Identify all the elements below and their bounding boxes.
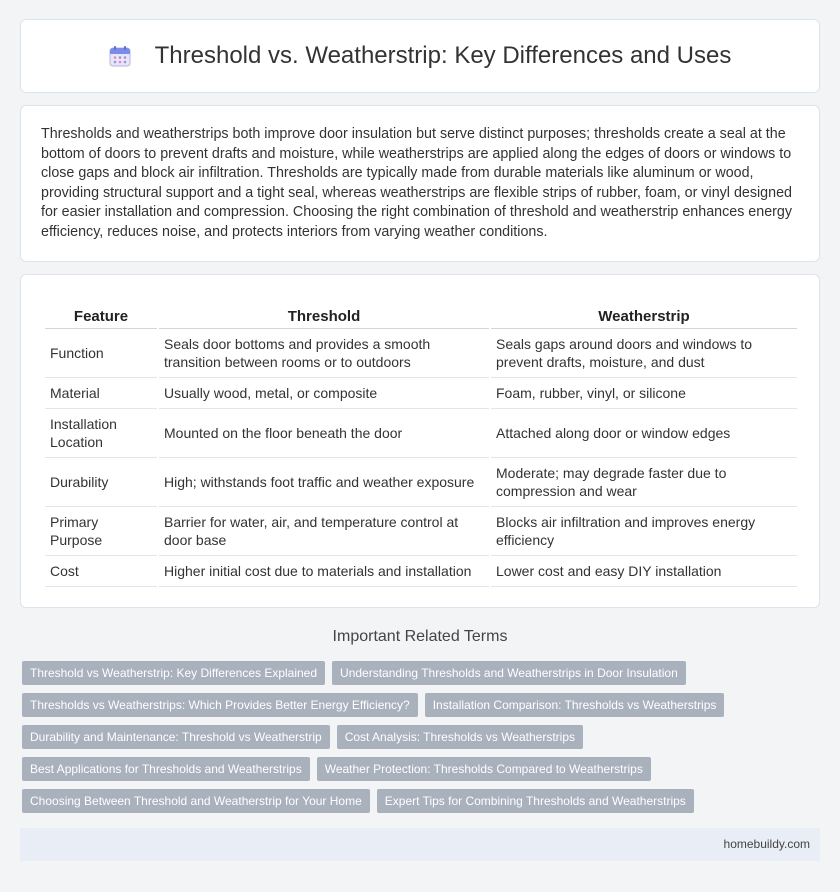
table-cell-feature: Material [45,378,157,409]
related-terms-list [22,661,822,821]
table-cell-weatherstrip: Lower cost and easy DIY installation [491,556,797,587]
related-term-link[interactable]: Thresholds vs Weatherstrips: Which Provides Better Energy Efficiency? [22,693,418,717]
header-weatherstrip: Weatherstrip [491,303,797,329]
table-cell-weatherstrip: Blocks air infiltration and improves energy efficiency [491,507,797,556]
comparison-table-card [20,274,820,608]
related-term-link[interactable]: Choosing Between Threshold and Weatherstrip for Your Home [22,789,370,813]
table-row [45,458,797,507]
table-row [45,378,797,409]
tag-row [22,725,822,749]
table-cell-feature: Primary Purpose [45,507,157,556]
related-term-link[interactable]: Best Applications for Thresholds and Weatherstrips [22,757,310,781]
tag-row [22,789,822,813]
table-cell-weatherstrip: Moderate; may degrade faster due to compression and wear [491,458,797,507]
related-terms-title: Important Related Terms [332,628,508,645]
table-header-row [45,303,797,329]
related-term-link[interactable]: Cost Analysis: Thresholds vs Weatherstrips [337,725,583,749]
header-feature: Feature [45,303,157,329]
table-cell-weatherstrip: Seals gaps around doors and windows to prevent drafts, moisture, and dust [491,329,797,378]
intro-paragraph: Thresholds and weatherstrips both improve door insulation but serve distinct purposes; thresholds create a seal at the bottom of doors to prevent drafts and moisture, while weatherstrips are applied along the edges of doors or windows to close gaps and block air infiltration. Thresholds are typically made from durable materials like aluminum or wood, providing structural support and a tight seal, whereas weatherstrips are flexible strips of rubber, foam, or vinyl designed for easier installation and compression. Choosing the right combination of threshold and weatherstrip enhances energy efficiency, reduces noise, and protects interiors from varying weather conditions. [41,126,793,240]
calendar-icon [109,45,131,67]
related-term-link[interactable]: Expert Tips for Combining Thresholds and Weatherstrips [377,789,694,813]
tag-row [22,757,822,781]
table-cell-threshold: Usually wood, metal, or composite [159,378,489,409]
table-cell-threshold: Mounted on the floor beneath the door [159,409,489,458]
table-row [45,507,797,556]
tag-row [22,661,822,685]
table-row [45,556,797,587]
table-cell-weatherstrip: Foam, rubber, vinyl, or silicone [491,378,797,409]
table-cell-feature: Function [45,329,157,378]
page-title: Threshold vs. Weatherstrip: Key Differences and Uses [154,42,732,69]
related-term-link[interactable]: Understanding Thresholds and Weatherstrips in Door Insulation [332,661,686,685]
table-row [45,329,797,378]
related-term-link[interactable]: Durability and Maintenance: Threshold vs Weatherstrip [22,725,330,749]
table-cell-feature: Durability [45,458,157,507]
table-cell-threshold: Seals door bottoms and provides a smooth transition between rooms or to outdoors [159,329,489,378]
footer [20,828,820,861]
header-threshold: Threshold [159,303,489,329]
title-card [20,19,820,93]
table-cell-threshold: High; withstands foot traffic and weather exposure [159,458,489,507]
related-term-link[interactable]: Threshold vs Weatherstrip: Key Differences Explained [22,661,325,685]
table-cell-feature: Installation Location [45,409,157,458]
footer-site-link[interactable]: homebuildy.com [723,837,810,851]
related-term-link[interactable]: Weather Protection: Thresholds Compared to Weatherstrips [317,757,651,781]
table-cell-weatherstrip: Attached along door or window edges [491,409,797,458]
intro-card [20,105,820,262]
comparison-table [43,303,799,587]
tag-row [22,693,822,717]
table-cell-feature: Cost [45,556,157,587]
table-row [45,409,797,458]
related-term-link[interactable]: Installation Comparison: Thresholds vs Weatherstrips [425,693,725,717]
table-cell-threshold: Higher initial cost due to materials and installation [159,556,489,587]
table-cell-threshold: Barrier for water, air, and temperature control at door base [159,507,489,556]
